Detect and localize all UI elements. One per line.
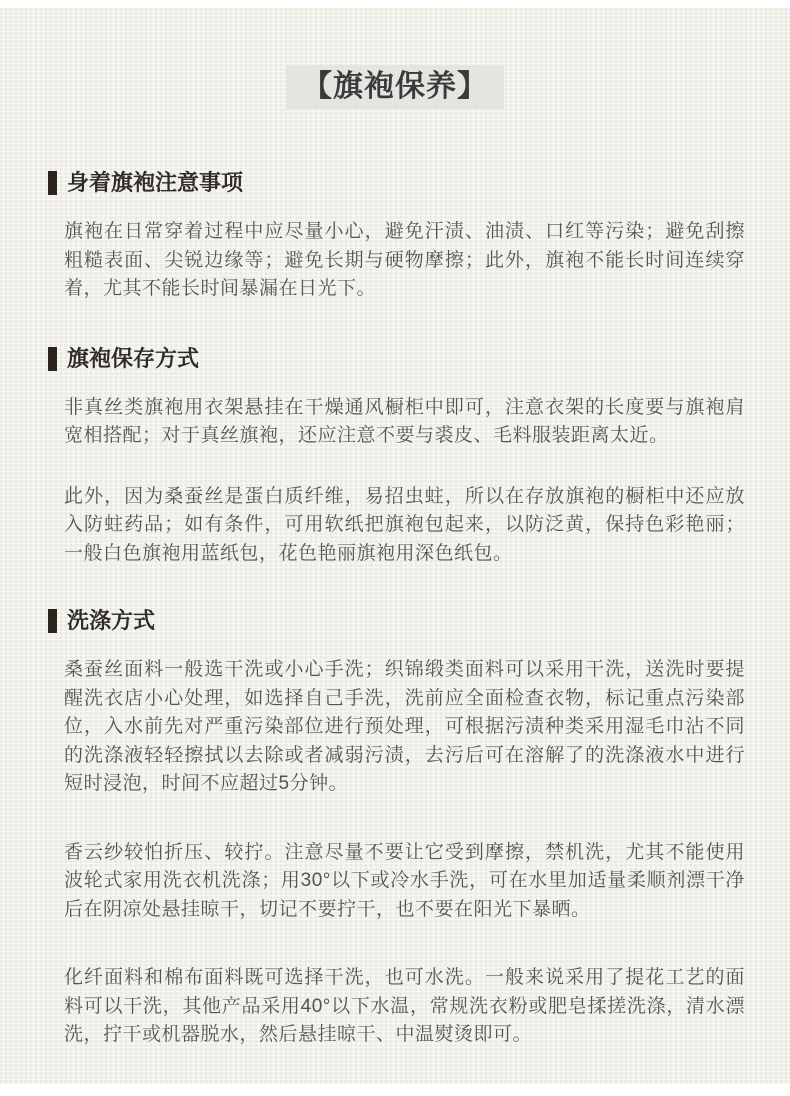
section-heading-text: 旗袍保存方式	[67, 345, 200, 371]
paragraph-washing-1: 桑蚕丝面料一般选干洗或小心手洗；织锦缎类面料可以采用干洗，送洗时要提醒洗衣店小心处理，如选择自己手洗，洗前应全面检查衣物，标记重点污染部位，入水前先对严重污染部位进行预处理，可根据污渍种类采用湿毛巾沾不同的洗涤液轻轻擦拭以去除或者减弱污渍，去污后可在溶解了的洗涤液水中进行短时浸泡，时间不应超过5分钟。	[64, 659, 745, 794]
heading-bar-icon	[48, 171, 57, 195]
paragraph-storage-1: 非真丝类旗袍用衣架悬挂在干燥通风橱柜中即可，注意衣架的长度要与旗袍肩宽相搭配；对于真丝旗袍，还应注意不要与裘皮、毛料服装距离太近。	[64, 396, 745, 446]
section-heading-washing-methods	[48, 606, 745, 636]
section-heading-text: 洗涤方式	[67, 608, 156, 633]
bottom-edge-strip	[0, 1084, 790, 1096]
paragraph-washing-2: 香云纱较怕折压、较拧。注意尽量不要让它受到摩擦，禁机洗，尤其不能使用波轮式家用洗衣机洗涤；用30°以下或冷水手洗，可在水里加适量柔顺剂漂干净后在阴凉处悬挂晾干，切记不要拧干，也不要在阳光下暴晒。	[64, 841, 745, 920]
section-heading-storage-methods	[48, 344, 745, 374]
heading-bar-icon	[48, 347, 57, 371]
section-heading-wearing-notes	[48, 168, 745, 198]
heading-bar-icon	[48, 609, 57, 633]
section-heading-text: 身着旗袍注意事项	[67, 170, 244, 195]
top-edge-strip	[0, 0, 790, 8]
paragraph-storage-2: 此外，因为桑蚕丝是蛋白质纤维，易招虫蛀，所以在存放旗袍的橱柜中还应放入防蛀药品；如有条件，可用软纸把旗袍包起来，以防泛黄，保持色彩艳丽；一般白色旗袍用蓝纸包，花色艳丽旗袍用深色纸包。	[64, 485, 745, 564]
paragraph-wearing-notes-1: 旗袍在日常穿着过程中应尽量小心，避免汗渍、油渍、口红等污染；避免刮擦粗糙表面、尖锐边缘等；避免长期与硬物摩擦；此外，旗袍不能长时间连续穿着，尤其不能长时间暴漏在日光下。	[64, 221, 745, 299]
section-storage-methods	[0, 344, 790, 569]
section-wearing-notes	[0, 168, 790, 304]
page-title: 【旗袍保养】	[286, 65, 504, 109]
page-header	[0, 8, 790, 109]
paragraph-washing-3: 化纤面料和棉布面料既可选择干洗，也可水洗。一般来说采用了提花工艺的面料可以干洗，其他产品采用40°以下水温，常规洗衣粉或肥皂揉搓洗涤，清水漂洗，拧干或机器脱水，然后悬挂晾干、中温熨烫即可。	[64, 967, 745, 1045]
section-washing-methods	[0, 606, 790, 1050]
